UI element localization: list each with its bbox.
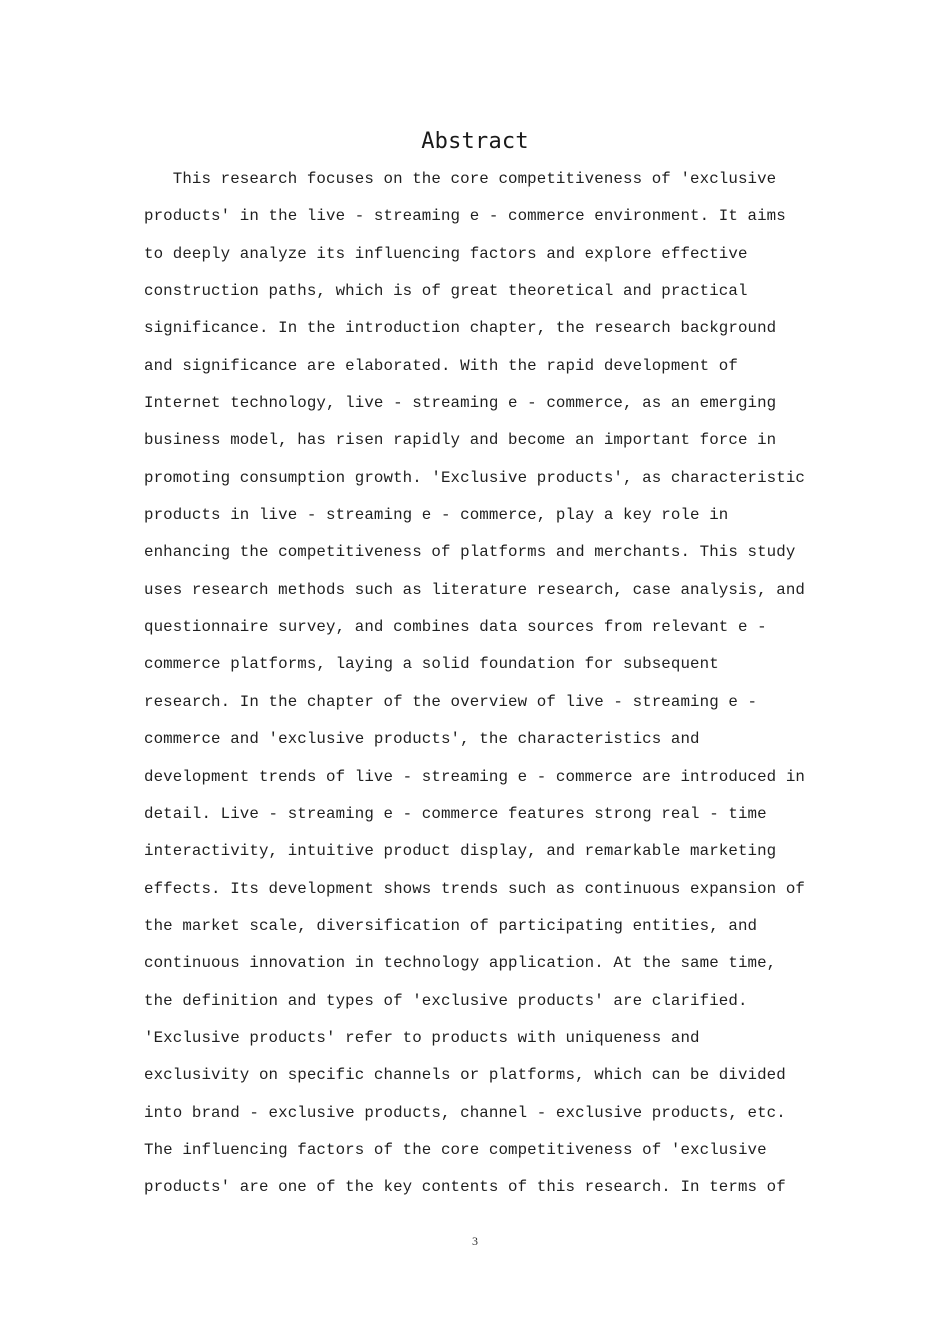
text-line: and significance are elaborated. With the rapid development of (144, 356, 738, 375)
text-line: research. In the chapter of the overview of live - streaming e - (144, 692, 758, 711)
text-line: products' are one of the key contents of this research. In terms of (144, 1178, 786, 1197)
text-line: uses research methods such as literature research, case analysis, and (144, 580, 805, 599)
abstract-heading: Abstract (421, 129, 529, 154)
text-line: the definition and types of 'exclusive products' are clarified. (144, 991, 748, 1010)
abstract-body (144, 161, 824, 1207)
text-line: This research focuses on the core competitiveness of 'exclusive (144, 170, 777, 188)
text-line: significance. In the introduction chapter, the research background (144, 319, 777, 338)
text-line: promoting consumption growth. 'Exclusive products', as characteristic (144, 468, 805, 487)
text-line: commerce and 'exclusive products', the characteristics and (144, 730, 700, 749)
page-number: 3 (472, 1234, 478, 1248)
text-line: effects. Its development shows trends such as continuous expansion of (144, 879, 805, 898)
text-line: exclusivity on specific channels or platforms, which can be divided (144, 1066, 786, 1085)
text-line: into brand - exclusive products, channel - exclusive products, etc. (144, 1103, 786, 1122)
text-line: products' in the live - streaming e - commerce environment. It aims (144, 207, 786, 226)
text-line: The influencing factors of the core competitiveness of 'exclusive (144, 1140, 767, 1159)
text-line: commerce platforms, laying a solid foundation for subsequent (144, 655, 719, 674)
text-line: products in live - streaming e - commerce, play a key role in (144, 506, 729, 525)
text-line: enhancing the competitiveness of platforms and merchants. This study (144, 543, 796, 562)
text-line: business model, has risen rapidly and become an important force in (144, 431, 777, 450)
text-line: the market scale, diversification of participating entities, and (144, 916, 758, 935)
text-line: to deeply analyze its influencing factors and explore effective (144, 244, 748, 263)
text-line: detail. Live - streaming e - commerce features strong real - time (144, 804, 767, 823)
text-line: development trends of live - streaming e - commerce are introduced in (144, 767, 805, 786)
text-line: Internet technology, live - streaming e - commerce, as an emerging (144, 394, 777, 413)
text-line: continuous innovation in technology application. At the same time, (144, 954, 777, 973)
text-line: 'Exclusive products' refer to products with uniqueness and (144, 1028, 700, 1047)
text-line: interactivity, intuitive product display, and remarkable marketing (144, 842, 777, 861)
text-line: questionnaire survey, and combines data sources from relevant e - (144, 618, 767, 637)
text-line: construction paths, which is of great theoretical and practical (144, 282, 748, 301)
